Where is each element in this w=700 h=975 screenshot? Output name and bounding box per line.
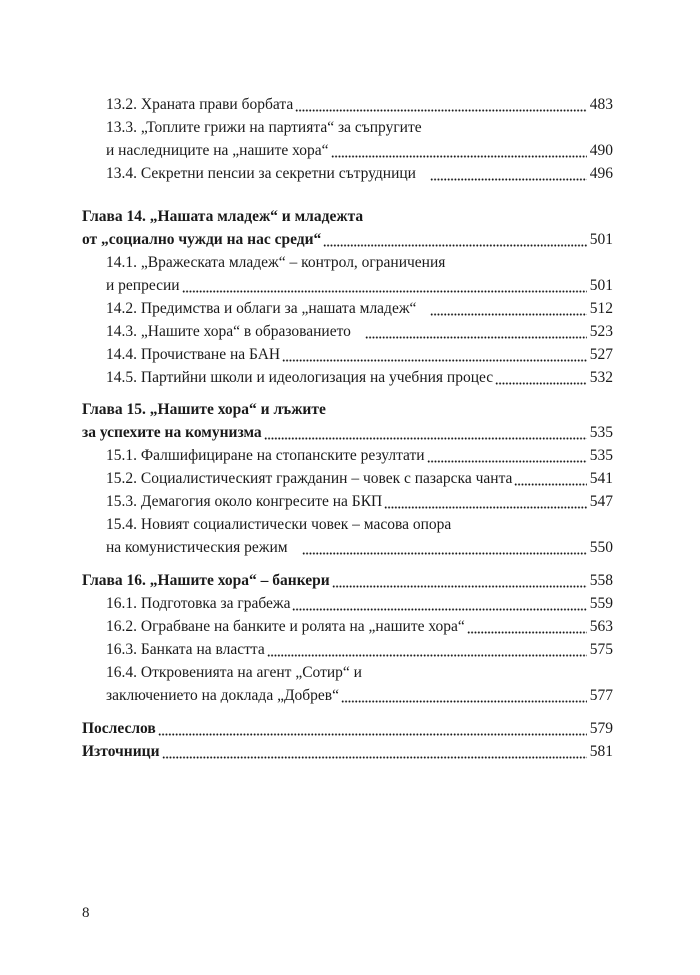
toc-chapter-title: от „социално чужди на нас среди“ [82,231,322,248]
toc-entry-14-5 [106,367,613,389]
toc-entry-page: 512 [589,300,613,317]
toc-entry-title: 14.2. Предимства и облаги за „нашата младеж“ [106,300,417,317]
dot-leader [332,570,587,592]
toc-entry-page: 541 [589,470,613,487]
toc-chapter-16 [82,570,613,592]
toc-entry-page: 575 [589,641,613,658]
dot-leader [182,275,587,297]
toc-chapter-title: Послеслов [82,720,156,737]
toc-entry-page: 527 [589,346,613,363]
toc-entry-page: 532 [589,369,613,386]
toc-entry-page: 496 [589,165,613,182]
toc-entry-title: 14.5. Партийни школи и идеологизация на учебния процес [106,369,494,386]
dot-leader [427,445,587,467]
toc-entry-13-4 [106,163,613,185]
dot-leader [267,639,587,661]
dot-leader [158,718,587,740]
toc-entry-title: 14.4. Прочистване на БАН [106,346,281,363]
toc-entry-16-2 [106,616,613,638]
toc-entry-title: 16.1. Подготовка за грабежа [106,595,291,612]
toc-chapter-title: Глава 15. „Нашите хора“ и лъжите [82,401,326,418]
toc-entry-title: 16.3. Банката на властта [106,641,265,658]
toc-entry-14-1-line1 [106,252,613,274]
toc-entry-15-3 [106,491,613,513]
toc-chapter-title: Глава 14. „Нашата младеж“ и младежта [82,208,364,225]
toc-entry-page: 550 [589,539,613,556]
toc-chapter-14-line2 [82,229,613,251]
dot-leader [323,229,586,251]
toc-entry-13-3-line1 [106,117,613,139]
toc-entry-16-4-line2 [106,685,613,707]
toc-entry-page: 535 [589,424,613,441]
toc-entry-page: 581 [589,743,613,760]
toc-entry-13-3-line2 [106,140,613,162]
toc-entry-title: 14.1. „Вражеската младеж“ – контрол, ограничения [106,254,446,271]
toc-chapter-15-line2 [82,422,613,444]
dot-leader [430,298,586,320]
toc-entry-title: 15.1. Фалшифициране на стопанските резултати [106,447,425,464]
toc-chapter-title: за успехите на комунизма [82,424,262,441]
dot-leader [365,321,587,343]
dot-leader [495,367,587,389]
toc-entry-14-1-line2 [106,275,613,297]
toc-entry-page: 577 [589,687,613,704]
toc-chapter-title: Глава 16. „Нашите хора“ – банкери [82,572,330,589]
toc-entry-page: 483 [589,96,613,113]
toc-entry-page: 490 [589,142,613,159]
toc-entry-page: 547 [589,493,613,510]
toc-entry-page: 523 [589,323,613,340]
toc-entry-title: 13.4. Секретни пенсии за секретни сътрудници [106,165,416,182]
toc-entry-title: 15.3. Демагогия около конгресите на БКП [106,493,383,510]
toc-entry-title: 13.3. „Топлите грижи на партията“ за съпругите [106,119,422,136]
toc-entry-page: 559 [589,595,613,612]
dot-leader [295,94,587,116]
dot-leader [341,685,587,707]
toc-chapter-title: Източници [82,743,160,760]
page-number: 8 [82,905,90,921]
toc-entry-title: 16.4. Откровенията на агент „Сотир“ и [106,664,362,681]
dot-leader [384,491,587,513]
toc-entry-title: на комунистическия режим [106,539,288,556]
toc-entry-14-3 [106,321,613,343]
dot-leader [467,616,587,638]
toc-entry-page: 501 [589,277,613,294]
dot-leader [162,741,587,763]
dot-leader [264,422,587,444]
toc-entry-14-4 [106,344,613,366]
toc-entry-title: 15.2. Социалистическият гражданин – човек с пазарска чанта [106,470,513,487]
toc-entry-13-2 [106,94,613,116]
toc-entry-title: заключението на доклада „Добрев“ [106,687,339,704]
toc-entry-16-1 [106,593,613,615]
dot-leader [331,140,587,162]
dot-leader [282,344,587,366]
dot-leader [430,163,587,185]
dot-leader [514,468,586,490]
toc-entry-15-1 [106,445,613,467]
dot-leader [292,593,586,615]
toc-entry-page: 579 [589,720,613,737]
toc-entry-16-4-line1 [106,662,613,684]
toc-entry-16-3 [106,639,613,661]
toc-sources [82,741,613,763]
toc-chapter-15-line1 [82,399,613,421]
dot-leader [302,537,587,559]
toc-entry-title: 13.2. Храната прави борбата [106,96,294,113]
toc-entry-page: 558 [589,572,613,589]
toc-entry-title: и репресии [106,277,180,294]
toc-entry-15-2 [106,468,613,490]
toc-entry-title: 14.3. „Нашите хора“ в образованието [106,323,351,340]
toc-entry-page: 501 [589,231,613,248]
toc-entry-15-4-line2 [106,537,613,559]
toc-afterword [82,718,613,740]
toc-entry-page: 535 [589,447,613,464]
toc-entry-page: 563 [589,618,613,635]
toc-entry-14-2 [106,298,613,320]
toc-entry-title: 16.2. Ограбване на банките и ролята на „нашите хора“ [106,618,465,635]
toc-entry-title: 15.4. Новият социалистически човек – масова опора [106,516,452,533]
toc-entry-15-4-line1 [106,514,613,536]
toc-chapter-14-line1 [82,206,613,228]
toc-entry-title: и наследниците на „нашите хора“ [106,142,329,159]
